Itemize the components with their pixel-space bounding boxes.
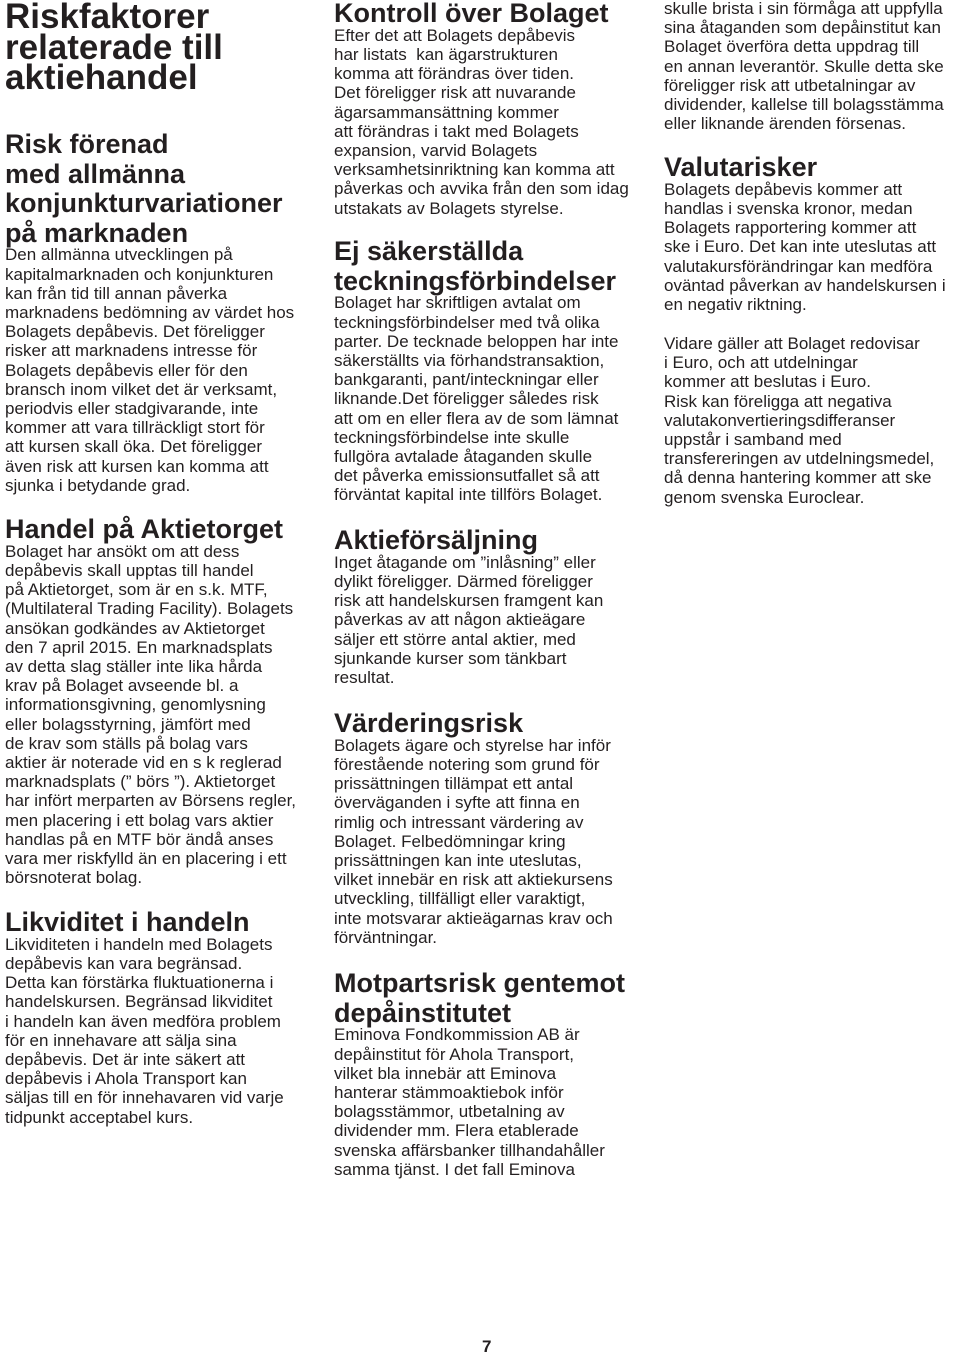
text-line: dividender mm. Flera etablerade [334, 1121, 579, 1141]
text-line: teckningsförbindelser med två olika [334, 312, 600, 332]
text-line: den 7 april 2015. En marknadsplats [5, 637, 273, 657]
text-line: Inget åtagande om ”inlåsning” eller [334, 552, 596, 572]
text-line: informationsgivning, genomlysning [5, 695, 266, 715]
section-valutarisker [664, 153, 946, 314]
text-line: hanterar stämmoaktiebok inför [334, 1082, 564, 1102]
text-line: marknadsplats (” börs ”). Aktietorget [5, 772, 276, 792]
section-heading [5, 130, 294, 248]
section-heading [334, 526, 603, 556]
text-line: Bolagets rapportering kommer att [664, 218, 917, 238]
text-line: en annan leverantör. Skulle detta ske [664, 56, 944, 76]
section-heading [334, 237, 618, 296]
section-paragraph [334, 1025, 625, 1179]
text-line: sina åtaganden som depåinstitut kan [664, 18, 941, 38]
text-line: Detta kan förstärka fluktuationerna i [5, 973, 274, 993]
section-aktieforsaljning [334, 526, 603, 687]
text-line: men placering i ett bolag vars aktier [5, 810, 274, 830]
text-line: expansion, varvid Bolagets [334, 141, 538, 161]
text-line: dylikt föreligger. Därmed föreligger [334, 572, 593, 592]
heading-line: Risk förenad [5, 129, 169, 159]
text-line: inte motsvarar aktieägarnas krav och [334, 908, 613, 928]
text-line: komma att förändras över tiden. [334, 64, 575, 84]
heading-line: Kontroll över Bolaget [334, 0, 609, 28]
text-line: (Multilateral Trading Facility). Bolagets [5, 599, 294, 619]
text-line: prissättningen kan inte uteslutas, [334, 851, 582, 871]
text-line: Den allmänna utvecklingen på [5, 245, 233, 265]
text-line: kommer att beslutas i Euro. [664, 372, 871, 392]
text-line: depåbevis. Det är inte säkert att [5, 1050, 246, 1070]
text-line: för en innehavare att sälja sina [5, 1030, 237, 1050]
text-line: handelskursen. Begränsad likviditet [5, 992, 273, 1012]
text-line: en negativ riktning. [664, 295, 807, 315]
section-paragraph-continued [664, 0, 944, 133]
text-line: rimlig och intressant värdering av [334, 812, 584, 832]
text-line: samma tjänst. I det fall Eminova [334, 1159, 575, 1179]
heading-line: Likviditet i handeln [5, 907, 250, 937]
text-line: periodvis eller stadgivarande, inte [5, 398, 259, 418]
text-line: av detta slag ställer inte lika hårda [5, 657, 263, 677]
text-line: valutakonvertieringsdifferanser [664, 410, 896, 430]
section-teckningsforbindelser [334, 237, 618, 505]
text-line: aktier är noterade vid en s k reglerad [5, 753, 282, 773]
text-line: bankgaranti, pant/inteckningar eller [334, 370, 599, 390]
text-line: säkerställts via förhandstransaktion, [334, 350, 605, 370]
section-handel-pa-aktietorget [5, 515, 296, 887]
text-line: eller bolagsstyrning, jämfört med [5, 714, 251, 734]
section-paragraph [664, 180, 946, 314]
text-line: att kursen skall öka. Det föreligger [5, 437, 263, 457]
text-line: Bolaget har skriftligen avtalat om [334, 293, 581, 313]
heading-line: Valutarisker [664, 152, 818, 182]
text-line: Bolagets depåbevis eller för den [5, 360, 248, 380]
text-line: sjunka i betydande grad. [5, 475, 191, 495]
text-line: depåbevis i Ahola Transport kan [5, 1069, 247, 1089]
text-line: fullgöra avtalade åtaganden skulle [334, 446, 593, 466]
text-line: Bolagets depåbevis kommer att [664, 179, 903, 199]
text-line: att om en eller flera av de som lämnat [334, 408, 619, 428]
text-line: Bolagets depåbevis. Det föreligger [5, 322, 265, 342]
text-line: handlas på en MTF bör ändå anses [5, 829, 274, 849]
text-line: prissättningen tillämpat ett antal [334, 774, 574, 794]
text-line: förväntningar. [334, 927, 438, 947]
text-line: Efter det att Bolagets depåbevis [334, 25, 575, 45]
section-paragraph [334, 293, 618, 504]
section-konjunkturvariationer [5, 130, 294, 495]
section-heading [334, 969, 625, 1028]
text-line: det påverka emissionsutfallet så att [334, 466, 600, 486]
text-line: parter. De tecknade beloppen har inte [334, 331, 619, 351]
section-kontroll-over-bolaget [334, 0, 629, 218]
text-line: i handeln kan även medföra problem [5, 1011, 281, 1031]
page-number: 7 [482, 1337, 492, 1356]
text-line: ske i Euro. Det kan inte uteslutas att [664, 237, 937, 257]
text-line: risker att marknadens intresse för [5, 341, 258, 361]
section-paragraph [334, 736, 613, 947]
heading-line: Handel på Aktietorget [5, 514, 284, 544]
section-paragraph [334, 26, 629, 218]
heading-line: Motpartsrisk gentemot [334, 968, 626, 998]
text-line: Likviditeten i handeln med Bolagets [5, 934, 273, 954]
text-line: resultat. [334, 668, 395, 688]
text-line: säljer ett större antal aktier, med [334, 629, 576, 649]
heading-line: konjunkturvariationer [5, 188, 283, 218]
section-heading [334, 709, 613, 739]
text-line: förestående notering som grund för [334, 755, 600, 775]
section-heading [334, 0, 629, 29]
section-paragraph [5, 935, 284, 1127]
text-line: har infört merparten av Börsens regler, [5, 791, 297, 811]
text-line: uppstår i samband med [664, 430, 842, 450]
text-line: de krav som ställs på bolag vars [5, 733, 248, 753]
heading-line: med allmänna [5, 158, 186, 189]
page-title-line: relaterade till [5, 27, 223, 67]
text-line: Bolaget har ansökt om att dess [5, 541, 240, 561]
heading-line: på marknaden [5, 217, 189, 248]
text-line: bransch inom vilket det är verksamt, [5, 379, 278, 399]
heading-line: teckningsförbindelser [334, 265, 617, 296]
text-line: på Aktietorget, som är en s.k. MTF, [5, 580, 268, 600]
text-line: skulle brista i sin förmåga att uppfylla [664, 0, 943, 18]
section-paragraph [664, 334, 934, 507]
page-title-line: aktiehandel [5, 58, 198, 97]
text-line: Bolagets ägare och styrelse har inför [334, 735, 611, 755]
text-line: verksamhetsinriktning kan komma att [334, 160, 615, 180]
text-line: utstakats av Bolagets styrelse. [334, 198, 564, 218]
heading-line: Värderingsrisk [334, 708, 524, 738]
section-varderingsrisk [334, 709, 613, 947]
text-line: påverkas och avvika från den som idag [334, 179, 629, 199]
text-line: vilket bla innebär att Eminova [334, 1063, 557, 1083]
section-heading [5, 908, 284, 938]
section-motpartsrisk [334, 969, 625, 1179]
heading-line: Ej säkerställda [334, 236, 524, 266]
text-line: ägarsammansättning kommer [334, 102, 559, 122]
text-line: sjunkande kurser som tänkbart [334, 648, 567, 668]
section-heading [664, 153, 946, 183]
text-line: krav på Bolaget avseende bl. a [5, 676, 239, 696]
text-line: depåbevis skall upptas till handel [5, 561, 254, 581]
text-line: genom svenska Euroclear. [664, 487, 865, 507]
text-line: depåbevis kan vara begränsad. [5, 954, 243, 974]
heading-line: depåinstitutet [334, 997, 512, 1028]
text-line: föreligger risk att utbetalningar av [664, 75, 916, 95]
text-line: då denna hantering kommer att ske [664, 468, 932, 488]
text-line: handlas i svenska kronor, medan [664, 199, 913, 219]
text-line: ansökan godkändes av Aktietorget [5, 618, 265, 638]
text-line: att förändras i takt med Bolagets [334, 121, 579, 141]
text-line: valutakursförändringar kan medföra [664, 256, 933, 276]
text-line: påverkas av att någon aktieägare [334, 610, 586, 630]
heading-line: Aktieförsäljning [334, 525, 539, 555]
section-paragraph [334, 553, 603, 687]
text-line: Vidare gäller att Bolaget redovisar [664, 334, 920, 353]
text-line: har listats kan ägarstrukturen [334, 45, 558, 65]
text-line: Bolaget överföra detta uppdrag till [664, 37, 920, 57]
text-line: förväntat kapital inte tillförs Bolaget. [334, 485, 603, 505]
text-line: bolagsstämmor, utbetalning av [334, 1102, 565, 1122]
text-line: svenska affärsbanker tillhandahåller [334, 1140, 605, 1160]
text-line: Det föreligger risk att nuvarande [334, 83, 576, 103]
text-line: transfereringen av utdelningsmedel, [664, 449, 935, 469]
text-line: Bolaget. Felbedömningar kring [334, 831, 566, 851]
text-line: Eminova Fondkommission AB är [334, 1025, 580, 1045]
section-likviditet-i-handeln [5, 908, 284, 1127]
text-line: vilket innebär en risk att aktiekursens [334, 870, 613, 890]
text-line: kapitalmarknaden och konjunkturen [5, 264, 274, 284]
text-line: liknande.Det föreligger således risk [334, 389, 599, 409]
text-line: vara mer riskfylld än en placering i ett [5, 849, 287, 869]
page-title [5, 0, 223, 97]
text-line: risk att handelskursen framgent kan [334, 591, 604, 611]
text-line: dividender, kallelse till bolagsstämma [664, 95, 944, 115]
section-heading [5, 515, 296, 545]
text-line: kommer att vara tillräckligt stort för [5, 418, 265, 438]
text-line: marknadens bedömning av värdet hos [5, 302, 295, 322]
text-line: säljas till en för innehavaren vid varje [5, 1088, 284, 1108]
text-line: även risk att kursen kan komma att [5, 456, 269, 476]
section-paragraph [5, 245, 294, 495]
text-line: tidpunkt acceptabel kurs. [5, 1107, 194, 1127]
text-line: i Euro, och att utdelningar [664, 353, 858, 373]
text-line: eller liknande ärenden försenas. [664, 114, 906, 134]
text-line: Risk kan föreligga att negativa [664, 391, 892, 411]
page-title-line: Riskfaktorer [5, 0, 210, 36]
text-line: oväntad påverkan av handelskursen i [664, 275, 946, 295]
section-paragraph [5, 542, 296, 888]
text-line: börsnoterat bolag. [5, 868, 143, 888]
text-line: utveckling, tillfälligt eller varaktigt, [334, 889, 586, 909]
text-line: kan från tid till annan påverka [5, 283, 228, 303]
text-line: överväganden i syfte att finna en [334, 793, 580, 813]
text-line: teckningsförbindelse inte skulle [334, 427, 570, 447]
text-line: depåinstitut för Ahola Transport, [334, 1044, 575, 1064]
